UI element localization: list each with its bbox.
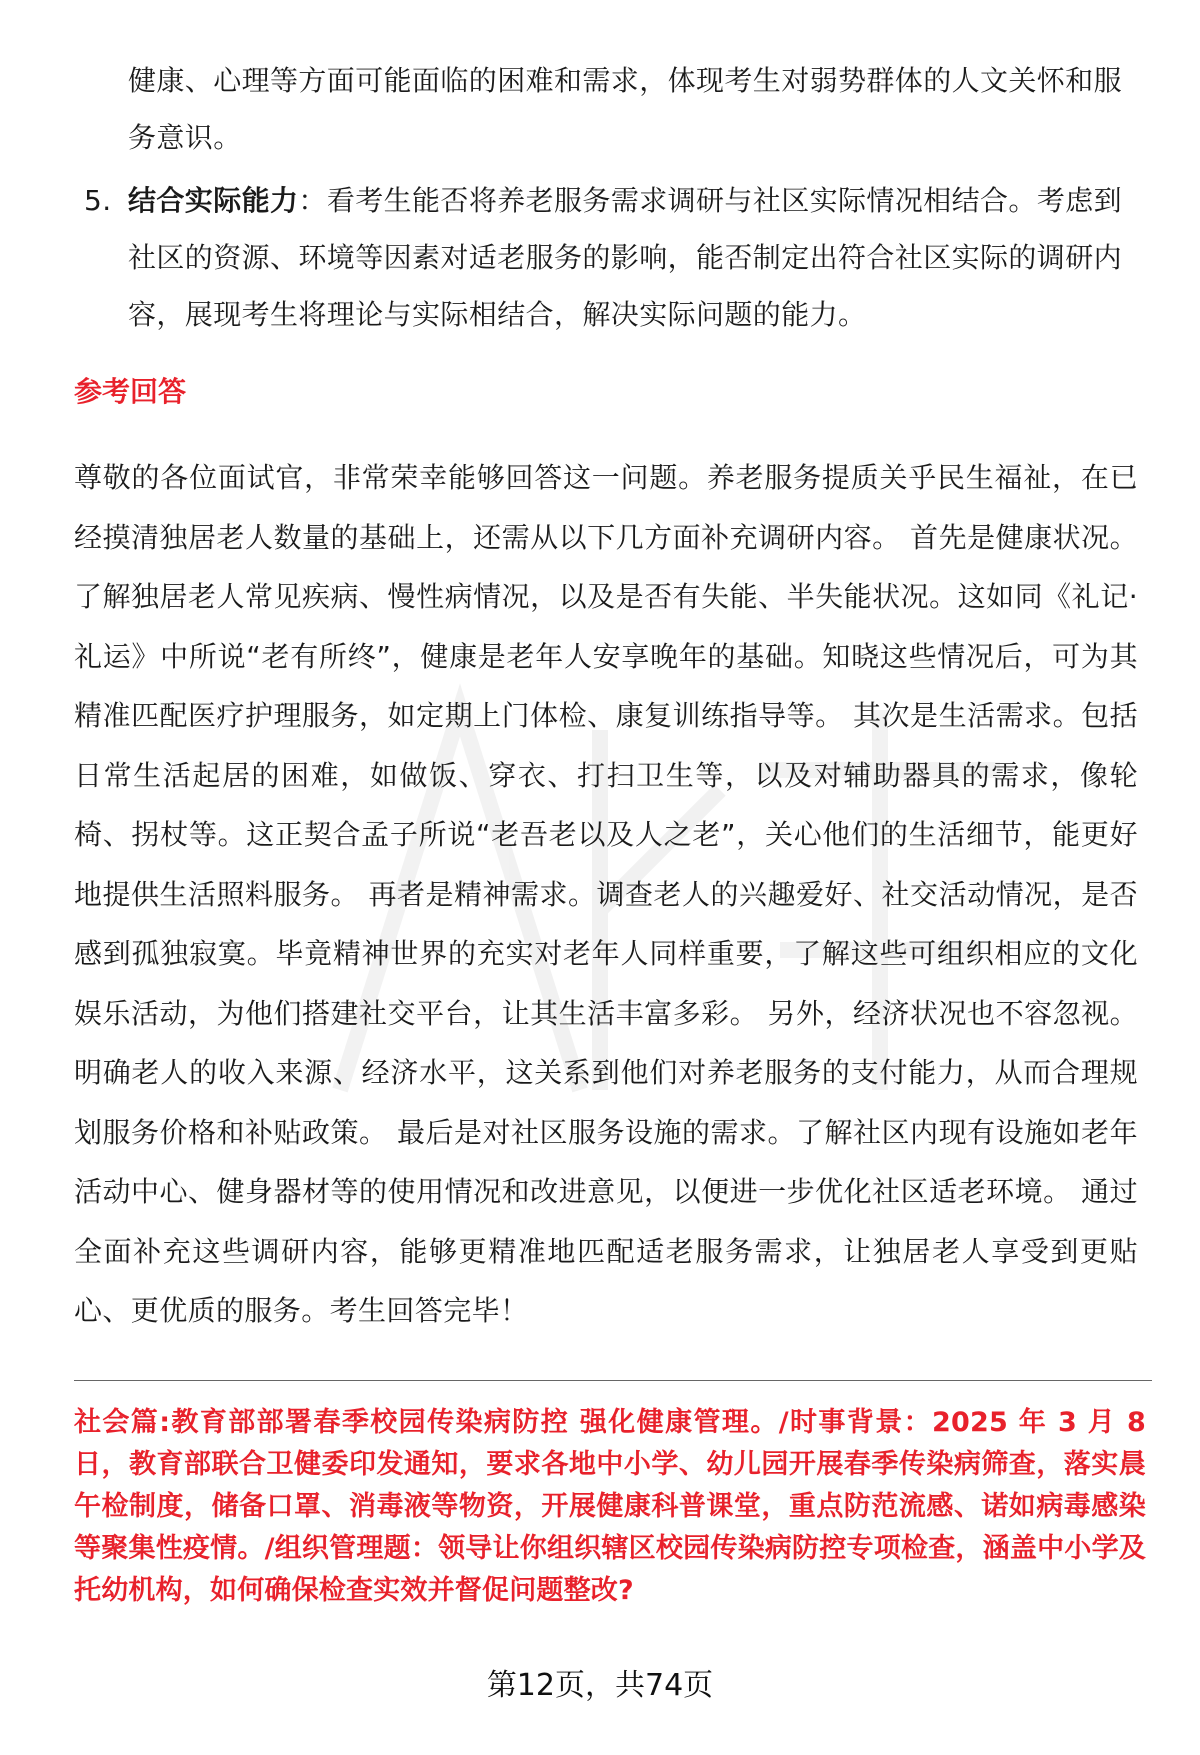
answer-heading: 参考回答 [74,375,187,408]
list-item-title: 结合实际能力 [128,184,299,217]
list-item-5 [84,172,1138,343]
list-item-text: 看考生能否将养老服务需求调研与社区实际情况相结合。考虑到社区的资源、环境等因素对适老服务的影响，能否制定出符合社区实际的调研内容，展现考生将理论与实际相结合，解决实际问题的能力。 [128,184,1123,331]
list-item-body [128,172,1138,343]
page-footer: 第12页，共74页 [486,1668,714,1703]
list-number: 5. [84,184,112,217]
news-block: 社会篇:教育部部署春季校园传染病防控 强化健康管理。/时事背景：2025 年 3 月 8 日，教育部联合卫健委印发通知，要求各地中小学、幼儿园开展春季传染病筛查，落实晨午检制度，储备口罩、消毒液等物资，开展健康科普课堂，重点防范流感、诺如病毒感染等聚集性疫情。/组织管理题：领导让你组织辖区校园传染病防控专项检查，涵盖中小学及托幼机构，如何确保检查实效并督促问题整改? [74,1407,1146,1606]
answer-paragraph: 尊敬的各位面试官，非常荣幸能够回答这一问题。养老服务提质关乎民生福祉，在已经摸清独居老人数量的基础上，还需从以下几方面补充调研内容。 首先是健康状况。了解独居老人常见疾病、慢性病情况，以及是否有失能、半失能状况。这如同《礼记·礼运》中所说“老有所终”，健康是老年人安享晚年的基础。知晓这些情况后，可为其精准匹配医疗护理服务，如定期上门体检、康复训练指导等。 其次是生活需求。包括日常生活起居的困难，如做饭、穿衣、打扫卫生等，以及对辅助器具的需求，像轮椅、拐杖等。这正契合孟子所说“老吾老以及人之老”，关心他们的生活细节，能更好地提供生活照料服务。 再者是精神需求。调查老人的兴趣爱好、社交活动情况，是否感到孤独寂寞。毕竟精神世界的充实对老年人同样重要，了解这些可组织相应的文化娱乐活动，为他们搭建社交平台，让其生活丰富多彩。 另外，经济状况也不容忽视。明确老人的收入来源、经济水平，这关系到他们对养老服务的支付能力，从而合理规划服务价格和补贴政策。 最后是对社区服务设施的需求。了解社区内现有设施如老年活动中心、健身器材等的使用情况和改进意见，以便进一步优化社区适老环境。 通过全面补充这些调研内容，能够更精准地匹配适老服务需求，让独居老人享受到更贴心、更优质的服务。考生回答完毕！ [74,461,1138,1327]
section-divider [74,1380,1152,1381]
list-item-4-continuation: 健康、心理等方面可能面临的困难和需求，体现考生对弱势群体的人文关怀和服务意识。 [128,64,1123,154]
list-item-separator: ： [298,184,327,217]
